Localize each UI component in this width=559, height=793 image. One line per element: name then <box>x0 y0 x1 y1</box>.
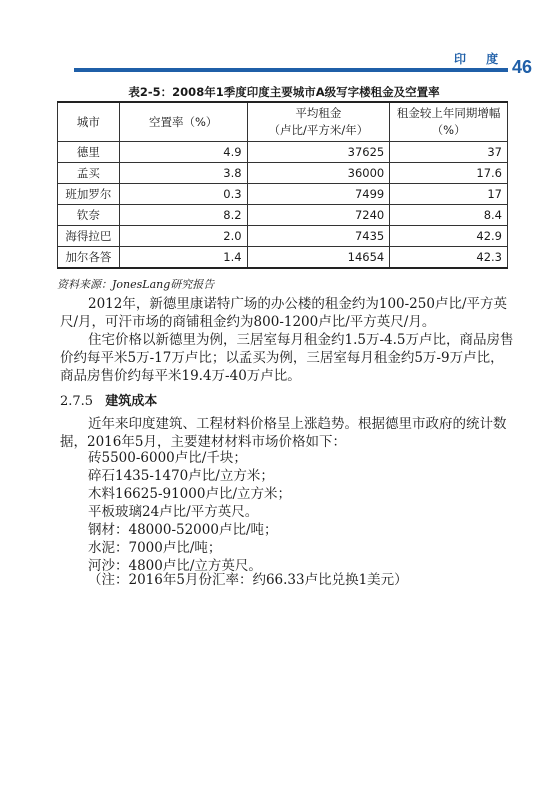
paragraph-office-rent: 2012年，新德里康诺特广场的办公楼的租金约为100-250卢比/平方英尺/月，可汗市场的商铺租金约为800-1200卢比/平方英尺/月。 <box>60 296 508 330</box>
cell-vacancy: 3.8 <box>119 163 247 184</box>
table-row <box>58 142 508 163</box>
col-header-growth-unit: （%） <box>431 123 466 137</box>
page-number: 46 <box>512 57 533 77</box>
cell-city: 班加罗尔 <box>58 184 120 205</box>
col-header-rent-unit: （卢比/平方米/年） <box>268 123 369 137</box>
paragraph-construction-intro: 近年来印度建筑、工程材料价格呈上涨趋势。根据德里市政府的统计数据，2016年5月，主要建材材料市场价格如下： <box>60 416 507 450</box>
header-rule <box>74 68 508 72</box>
list-item: 碎石1435-1470卢比/立方米； <box>88 468 274 484</box>
section-number: 2.7.5 <box>60 394 94 409</box>
cell-rent: 7499 <box>247 184 390 205</box>
cell-rent: 37625 <box>247 142 390 163</box>
table-row <box>58 163 508 184</box>
cell-vacancy: 1.4 <box>119 247 247 269</box>
cell-rent: 36000 <box>247 163 390 184</box>
header-country-label: 印 度 <box>454 52 507 66</box>
list-item: 平板玻璃24卢比/平方英尺。 <box>88 504 259 520</box>
table-source: 资料来源：JonesLang研究报告 <box>57 278 215 291</box>
cell-growth: 8.4 <box>390 205 508 226</box>
cell-growth: 42.3 <box>390 247 508 269</box>
rent-vacancy-table <box>57 101 508 269</box>
list-item: 河沙：4800卢比/立方英尺。 <box>88 558 262 574</box>
cell-vacancy: 4.9 <box>119 142 247 163</box>
cell-city: 德里 <box>58 142 120 163</box>
cell-vacancy: 2.0 <box>119 226 247 247</box>
cell-rent: 7240 <box>247 205 390 226</box>
cell-vacancy: 0.3 <box>119 184 247 205</box>
col-header-rent <box>247 102 390 142</box>
cell-rent: 14654 <box>247 247 390 269</box>
section-heading <box>60 390 157 409</box>
cell-growth: 17.6 <box>390 163 508 184</box>
table-title: 表2-5：2008年1季度印度主要城市A级写字楼租金及空置率 <box>128 85 440 99</box>
list-item: 水泥：7000卢比/吨； <box>88 540 222 556</box>
col-header-growth-label: 租金较上年同期增幅 <box>396 106 501 120</box>
col-header-rent-label: 平均租金 <box>295 106 342 120</box>
cell-city: 海得拉巴 <box>58 226 120 247</box>
list-item: 钢材：48000-52000卢比/吨； <box>88 522 278 538</box>
col-header-vacancy: 空置率（%） <box>119 102 247 142</box>
exchange-rate-note: （注：2016年5月份汇率：约66.33卢比兑换1美元） <box>88 572 408 588</box>
cell-vacancy: 8.2 <box>119 205 247 226</box>
cell-city: 加尔各答 <box>58 247 120 269</box>
section-title: 建筑成本 <box>105 394 158 409</box>
col-header-growth <box>390 102 508 142</box>
paragraph-housing-price: 住宅价格以新德里为例，三居室每月租金约1.5万-4.5万卢比，商品房售价约每平米5万-17万卢比；以孟买为例，三居室每月租金约5万-9万卢比，商品房售价约每平米19.4万-40万卢比。 <box>60 332 514 384</box>
table-row <box>58 184 508 205</box>
cell-growth: 42.9 <box>390 226 508 247</box>
cell-city: 钦奈 <box>58 205 120 226</box>
table-row <box>58 247 508 269</box>
cell-rent: 7435 <box>247 226 390 247</box>
cell-city: 孟买 <box>58 163 120 184</box>
list-item: 木料16625-91000卢比/立方米； <box>88 486 292 502</box>
table-row <box>58 226 508 247</box>
cell-growth: 17 <box>390 184 508 205</box>
table-header-row <box>58 102 508 142</box>
list-item: 砖5500-6000卢比/千块； <box>88 450 247 466</box>
cell-growth: 37 <box>390 142 508 163</box>
table-row <box>58 205 508 226</box>
price-list <box>88 449 291 575</box>
col-header-city: 城市 <box>58 102 120 142</box>
